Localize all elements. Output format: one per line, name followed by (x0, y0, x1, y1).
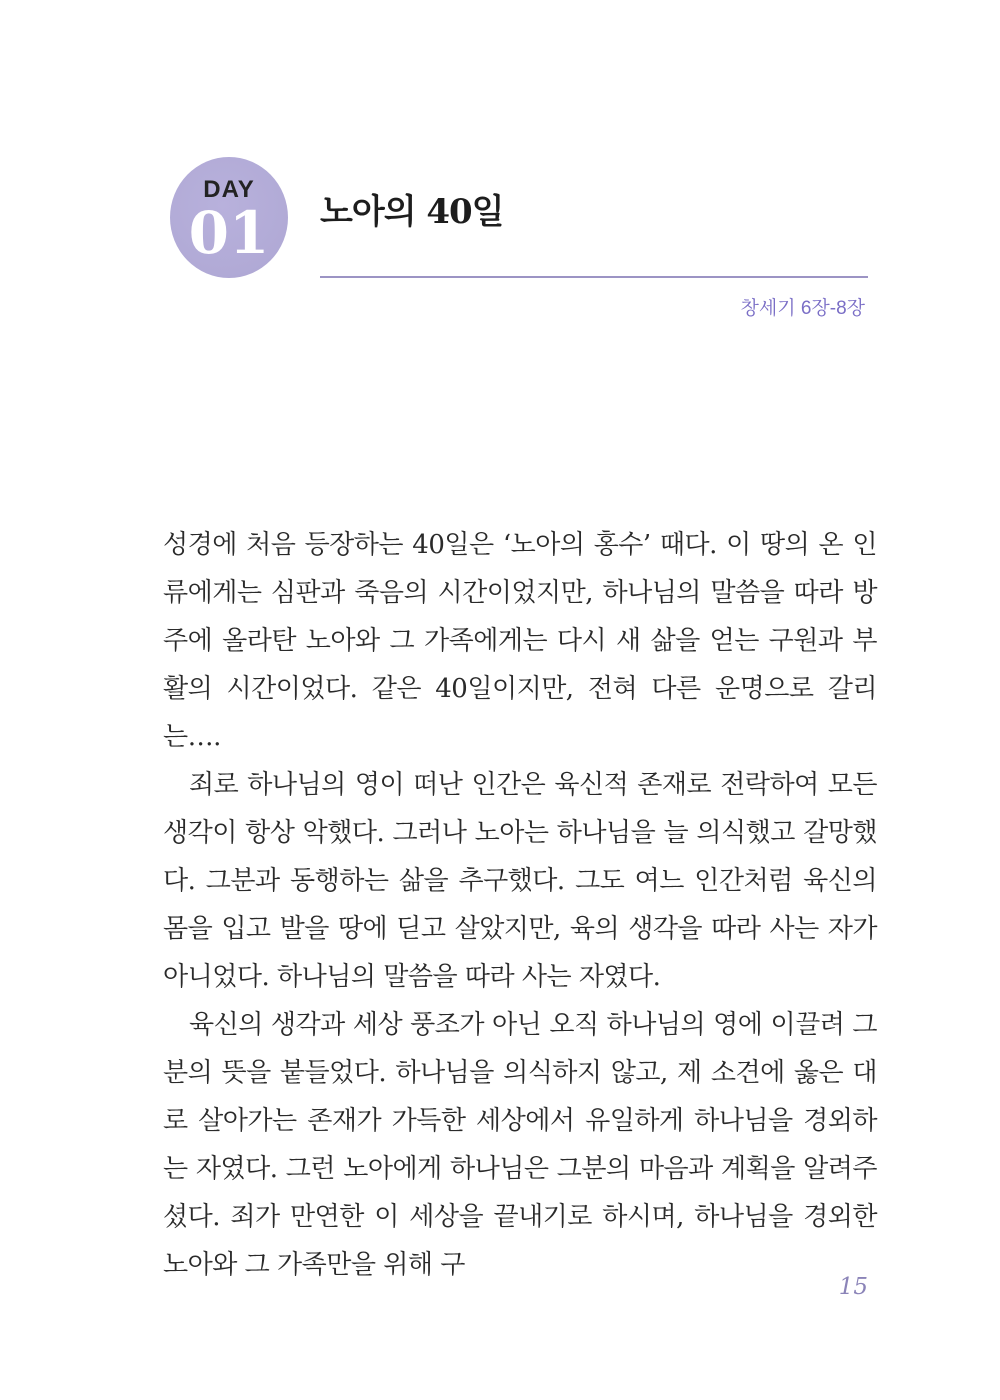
day-badge-label: DAY (203, 175, 255, 203)
page-number: 15 (838, 1274, 868, 1300)
title-divider-rule (320, 276, 868, 278)
chapter-title: 노아의 40일 (320, 192, 504, 232)
day-badge (170, 157, 288, 278)
day-badge-number: 01 (188, 198, 270, 267)
body-paragraph: 성경에 처음 등장하는 40일은 ‘노아의 홍수’ 때다. 이 땅의 온 인류에게는 심판과 죽음의 시간이었지만, 하나님의 말씀을 따라 방주에 올라탄 노아와 그 가족에게는 다시 새 삶을 얻는 구원과 부활의 시간이었다. 같은 40일이지만, 전혀 다른 운명으로 갈리는…. (163, 530, 877, 752)
scripture-reference: 창세기 6장-8장 (740, 298, 865, 319)
body-text (163, 521, 877, 1289)
body-paragraph: 육신의 생각과 세상 풍조가 아닌 오직 하나님의 영에 이끌려 그분의 뜻을 붙들었다. 하나님을 의식하지 않고, 제 소견에 옳은 대로 살아가는 존재가 가득한 세상에서 유일하게 하나님을 경외하는 자였다. 그런 노아에게 하나님은 그분의 마음과 계획을 알려주셨다. 죄가 만연한 이 세상을 끝내기로 하시며, 하나님을 경외한 노아와 그 가족만을 위해 구 (163, 1010, 877, 1280)
body-paragraph: 죄로 하나님의 영이 떠난 인간은 육신적 존재로 전락하여 모든 생각이 항상 악했다. 그러나 노아는 하나님을 늘 의식했고 갈망했다. 그분과 동행하는 삶을 추구했다. 그도 여느 인간처럼 육신의 몸을 입고 발을 땅에 딛고 살았지만, 육의 생각을 따라 사는 자가 아니었다. 하나님의 말씀을 따라 사는 자였다. (163, 770, 877, 992)
